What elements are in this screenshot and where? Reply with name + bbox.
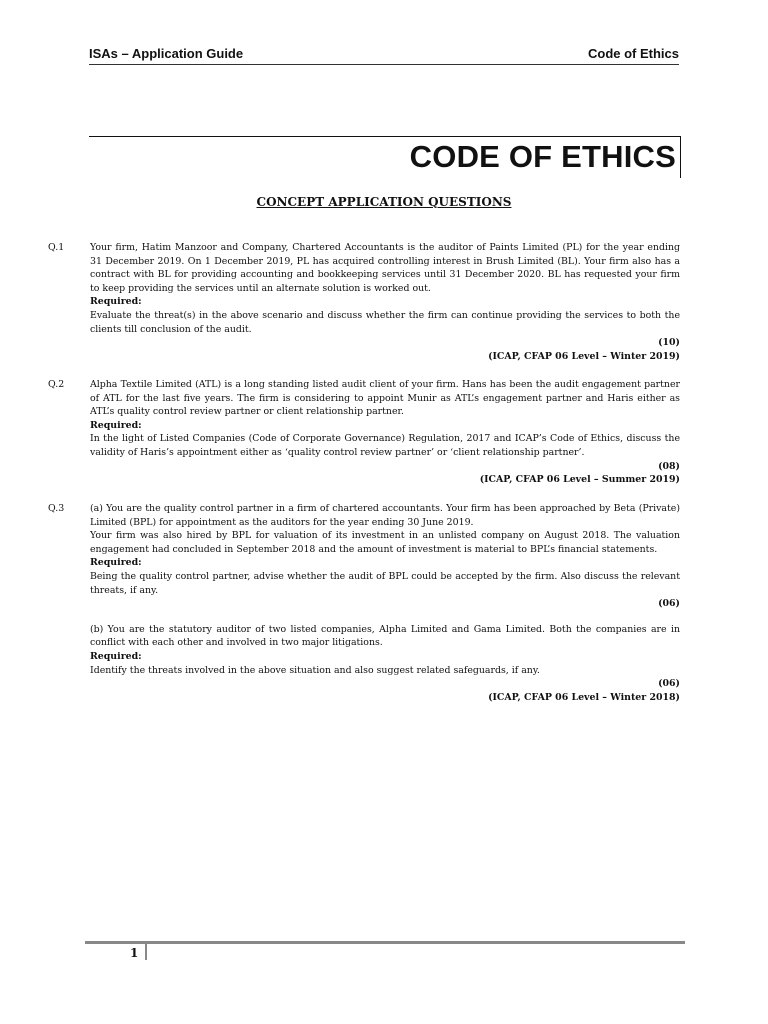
question-number: Q.2 xyxy=(48,379,65,390)
question-part-a-cont: Your firm was also hired by BPL for valuation of its investment in an unlisted company on August 2018. The valuation engagement had concluded in September 2018 and the amount of investment is material to BPL’s financial statements. xyxy=(90,530,680,555)
question-part-a: (a) You are the quality control partner in a firm of chartered accountants. Your firm has been approached by Beta (Private) Limited (BPL) for appointment as the auditors for the year ending 30 June 2019. xyxy=(90,503,680,528)
question-part-b: (b) You are the statutory auditor of two listed companies, Alpha Limited and Gama Limited. Both the companies are in conflict with each other and involved in two major litigations. xyxy=(90,623,680,649)
question-source: (ICAP, CFAP 06 Level – Winter 2019) xyxy=(488,350,680,362)
title-rule xyxy=(89,136,681,137)
page-header xyxy=(89,46,679,64)
marks: (06) xyxy=(658,678,680,690)
question-source: (ICAP, CFAP 06 Level – Winter 2018) xyxy=(488,691,680,703)
marks: (08) xyxy=(658,460,680,472)
chapter-title: CODE OF ETHICS xyxy=(409,139,676,174)
section-subtitle: CONCEPT APPLICATION QUESTIONS xyxy=(256,195,512,209)
page-number-bar xyxy=(145,944,147,960)
required-label: Required: xyxy=(90,557,142,569)
footer-divider xyxy=(85,941,685,944)
required-label: Required: xyxy=(90,650,142,662)
required-label: Required: xyxy=(90,296,142,308)
required-text: Being the quality control partner, advise whether the audit of BPL could be accepted by the firm. Also discuss the relevant threats, if any. xyxy=(90,570,680,596)
required-label: Required: xyxy=(90,419,142,431)
marks: (10) xyxy=(658,337,680,349)
required-text: In the light of Listed Companies (Code of Corporate Governance) Regulation, 2017 and ICAP’s Code of Ethics, discuss the validity of Haris’s appointment either as ‘quality control review partner’ or ‘client relationship partner’. xyxy=(90,433,680,458)
header-chapter-title: Code of Ethics xyxy=(587,46,679,61)
required-text: Identify the threats involved in the above situation and also suggest related safeguards, if any. xyxy=(90,664,540,676)
question-text: Your firm, Hatim Manzoor and Company, Chartered Accountants is the auditor of Paints Limited (PL) for the year ending 31 December 2019. On 1 December 2019, PL has acquired controlling interest in Brush Limited (BL). Your firm also has a contract with BL for providing accounting and bookkeeping services until 31 December 2020. BL has requested your firm to keep providing the services until an alternate solution is worked out. xyxy=(90,242,680,294)
page-number: 1 xyxy=(130,946,139,960)
question-text: Alpha Textile Limited (ATL) is a long standing listed audit client of your firm. Hans has been the audit engagement partner of ATL for the last five years. The firm is considering to appoint Munir as ATL’s engagement partner and Haris either as ATL’s quality control review partner or client relationship partner. xyxy=(90,379,680,418)
required-text: Evaluate the threat(s) in the above scenario and discuss whether the firm can continue providing the services to both the clients till conclusion of the audit. xyxy=(90,309,680,335)
header-divider xyxy=(89,64,679,65)
title-side-bar xyxy=(680,136,681,178)
header-guide-title: ISAs – Application Guide xyxy=(89,46,244,61)
question-number: Q.1 xyxy=(48,242,65,253)
question-number: Q.3 xyxy=(48,503,65,514)
question-source: (ICAP, CFAP 06 Level – Summer 2019) xyxy=(479,474,680,486)
marks: (06) xyxy=(658,598,680,610)
